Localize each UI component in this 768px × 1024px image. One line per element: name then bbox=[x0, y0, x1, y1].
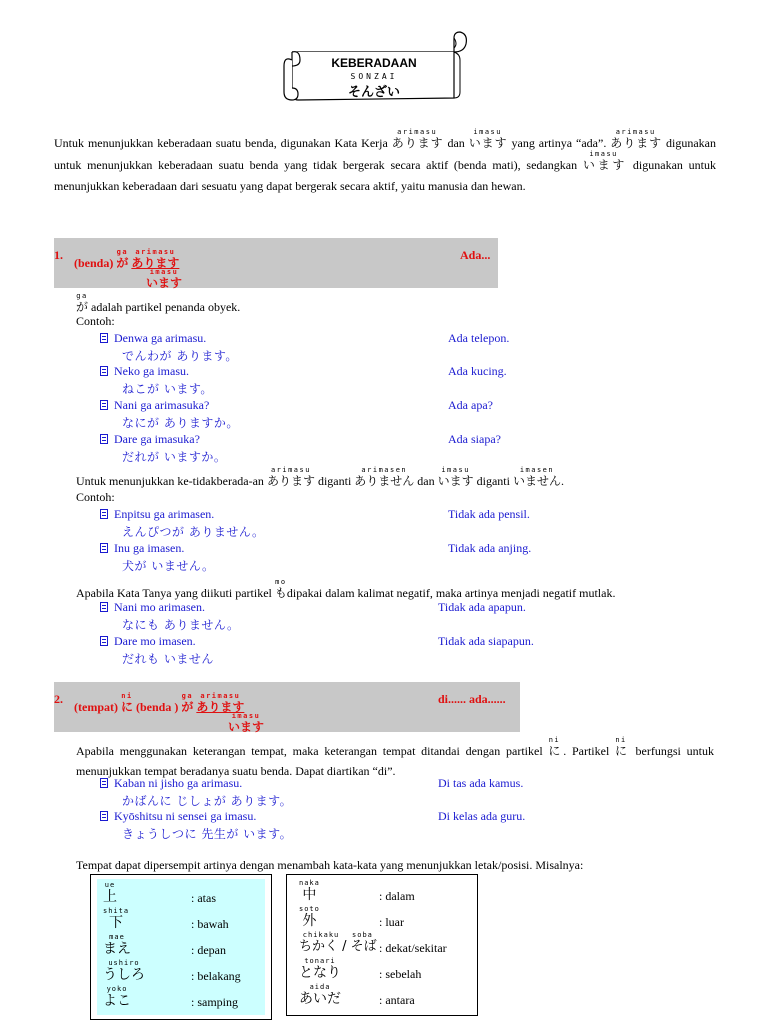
example-row bbox=[100, 331, 206, 346]
note-icon bbox=[100, 811, 108, 821]
position-romaji: yoko bbox=[103, 985, 131, 993]
example-row bbox=[100, 776, 242, 791]
imasu-romaji: imasu bbox=[468, 128, 507, 136]
position-kana: ちかく / そば bbox=[299, 939, 377, 954]
intro-dan: dan bbox=[443, 136, 469, 150]
example-row bbox=[100, 600, 205, 615]
position-kana: あいだ bbox=[299, 991, 341, 1007]
title-romaji: SONZAI bbox=[350, 72, 398, 81]
example-meaning: Tidak ada apapun. bbox=[438, 600, 526, 614]
ni-romaji: ni bbox=[548, 736, 561, 744]
position-meaning: : bawah bbox=[191, 917, 229, 931]
note-icon bbox=[100, 366, 108, 376]
example-meaning: Tidak ada siapapun. bbox=[438, 634, 534, 648]
ni-kana: に bbox=[548, 744, 564, 758]
note-icon bbox=[100, 636, 108, 646]
intro-paragraph bbox=[54, 128, 716, 197]
ga-note-text: adalah partikel penanda obyek. bbox=[91, 300, 241, 314]
position-romaji: ue bbox=[103, 881, 117, 889]
arimasu-kana: あります bbox=[266, 474, 315, 488]
note-icon bbox=[100, 543, 108, 553]
intro-text-1: Untuk menunjukkan keberadaan suatu benda, digunakan Kata Kerja bbox=[54, 136, 392, 150]
example-meaning: Tidak ada pensil. bbox=[448, 507, 530, 521]
ni-note-text-3: berfungsi untuk menunjukkan tempat beradanya suatu benda. Dapat diartikan “di”. bbox=[76, 744, 714, 778]
example-row bbox=[100, 364, 189, 379]
arimasu-romaji: arimasu bbox=[131, 248, 180, 256]
imasu-romaji: imasu bbox=[228, 712, 265, 720]
position-romaji: aida bbox=[299, 983, 341, 991]
example-meaning: Ada telepon. bbox=[448, 331, 510, 345]
example-meaning: Tidak ada anjing. bbox=[448, 541, 532, 555]
example-kana: だれも いません bbox=[122, 652, 214, 666]
section-2-meaning: di...... ada...... bbox=[438, 692, 506, 706]
position-row bbox=[97, 985, 265, 1009]
position-row bbox=[293, 931, 471, 955]
position-romaji: mae bbox=[103, 933, 131, 941]
section-2-mid-text: (benda ) bbox=[136, 700, 179, 714]
ni-romaji: ni bbox=[615, 736, 628, 744]
example-kana: きょうしつに 先生が います。 bbox=[122, 827, 293, 841]
position-romaji: tonari bbox=[299, 957, 341, 965]
example-romaji: Kaban ni jisho ga arimasu. bbox=[114, 776, 243, 790]
example-meaning: Ada apa? bbox=[448, 398, 493, 412]
example-kana: だれが いますか。 bbox=[122, 450, 227, 464]
position-row bbox=[293, 905, 471, 929]
imasu-romaji: imasu bbox=[146, 268, 183, 276]
note-icon bbox=[100, 509, 108, 519]
example-romaji: Dare ga imasuka? bbox=[114, 432, 200, 446]
imasen-kana: いません bbox=[512, 474, 561, 488]
arimasu-romaji: arimasu bbox=[196, 692, 245, 700]
ni-kana: に bbox=[615, 744, 630, 758]
title-kana: そんざい bbox=[347, 85, 400, 100]
contoh-label: Contoh: bbox=[76, 314, 115, 328]
position-kana: 外 bbox=[299, 913, 320, 929]
mo-romaji: mo bbox=[274, 578, 287, 586]
imasu-kana: います bbox=[146, 276, 183, 290]
ni-romaji: ni bbox=[120, 692, 133, 700]
example-romaji: Inu ga imasen. bbox=[114, 541, 185, 555]
position-romaji: soto bbox=[299, 905, 320, 913]
example-kana: でんわが あります。 bbox=[122, 349, 238, 363]
ga-romaji: ga bbox=[76, 292, 88, 300]
position-meaning: : depan bbox=[191, 943, 226, 957]
negation-note bbox=[76, 466, 564, 489]
imasu-kana: います bbox=[468, 136, 508, 150]
section-2-imasu bbox=[228, 712, 264, 735]
title-scroll-banner bbox=[278, 30, 470, 102]
ni-note-text-2: . Partikel bbox=[563, 744, 616, 758]
negation-text: Untuk menunjukkan ke-tidakberada-an bbox=[76, 474, 267, 488]
ga-note bbox=[76, 292, 240, 315]
section-1-imasu bbox=[146, 268, 182, 291]
example-row bbox=[100, 541, 184, 556]
imasu-romaji: imasu bbox=[437, 466, 474, 474]
position-romaji: naka bbox=[299, 879, 320, 887]
position-kana: 中 bbox=[299, 887, 320, 903]
imasen-romaji: imasen bbox=[512, 466, 561, 474]
section-2-number: 2. bbox=[54, 692, 63, 706]
position-row bbox=[293, 879, 471, 903]
ga-kana: が bbox=[116, 256, 129, 270]
example-meaning: Di kelas ada guru. bbox=[438, 809, 526, 823]
imasu-kana: います bbox=[228, 720, 265, 734]
imasu-kana: います bbox=[437, 474, 474, 488]
example-row bbox=[100, 398, 209, 413]
example-kana: えんぴつが ありません。 bbox=[122, 525, 265, 539]
note-icon bbox=[100, 434, 108, 444]
example-kana: かばんに じしょが あります。 bbox=[122, 794, 293, 808]
position-kana: 下 bbox=[103, 915, 130, 931]
intro-text-2: yang artinya “ada”. bbox=[507, 136, 611, 150]
example-kana: 犬が いません。 bbox=[122, 559, 215, 573]
ni-note bbox=[76, 736, 714, 781]
section-2-lead bbox=[74, 692, 244, 715]
section-2-band bbox=[54, 682, 520, 732]
imasu-kana: います bbox=[582, 158, 628, 172]
position-row bbox=[97, 881, 265, 905]
example-row bbox=[100, 432, 200, 447]
arimasu-romaji: arimasu bbox=[610, 128, 662, 136]
arimasu-romaji: arimasu bbox=[266, 466, 315, 474]
mo-kana: も bbox=[274, 586, 287, 600]
position-meaning: : samping bbox=[191, 995, 238, 1009]
diganti-text: diganti bbox=[473, 474, 513, 488]
position-row bbox=[293, 957, 471, 981]
ga-kana: が bbox=[181, 700, 194, 714]
arimasu-kana: あります bbox=[391, 136, 444, 150]
position-row bbox=[97, 933, 265, 957]
dan-text: dan bbox=[414, 474, 438, 488]
position-row bbox=[97, 907, 265, 931]
example-meaning: Di tas ada kamus. bbox=[438, 776, 524, 790]
intro-text-3: digunakan untuk menunjukkan keberadaan suatu benda yang tidak bergerak secara aktif (benda mati), sedangkan bbox=[54, 136, 716, 172]
position-meaning: : belakang bbox=[191, 969, 241, 983]
arimasu-kana: あります bbox=[610, 136, 663, 150]
position-kana: 上 bbox=[103, 889, 117, 905]
position-kana: よこ bbox=[103, 993, 131, 1009]
arimasen-romaji: arimasen bbox=[354, 466, 415, 474]
ga-kana: が bbox=[76, 300, 89, 314]
position-romaji: shita bbox=[103, 907, 130, 915]
example-kana: ねこが います。 bbox=[122, 382, 213, 396]
example-romaji: Nani ga arimasuka? bbox=[114, 398, 210, 412]
example-romaji: Dare mo imasen. bbox=[114, 634, 196, 648]
example-meaning: Ada siapa? bbox=[448, 432, 501, 446]
section-1-number: 1. bbox=[54, 248, 63, 262]
section-1-lead-text: (benda) bbox=[74, 256, 114, 270]
page-title: KEBERADAAN bbox=[331, 56, 417, 70]
mo-note-text-1: Apabila Kata Tanya yang diikuti partikel bbox=[76, 586, 275, 600]
example-romaji: Neko ga imasu. bbox=[114, 364, 189, 378]
positions-box-right bbox=[286, 874, 478, 1016]
ni-kana: に bbox=[120, 700, 133, 714]
example-meaning: Ada kucing. bbox=[448, 364, 507, 378]
example-kana: なにも ありません。 bbox=[122, 618, 240, 632]
arimasu-romaji: arimasu bbox=[391, 128, 443, 136]
position-meaning: : antara bbox=[379, 993, 415, 1007]
positions-box-left bbox=[90, 874, 272, 1020]
position-note: Tempat dapat dipersempit artinya dengan menambah kata-kata yang menunjukkan letak/posisi. Misalnya: bbox=[76, 858, 584, 872]
example-row bbox=[100, 507, 214, 522]
position-kana: まえ bbox=[103, 941, 131, 957]
position-kana: となり bbox=[299, 965, 341, 981]
position-meaning: : luar bbox=[379, 915, 404, 929]
position-row bbox=[97, 959, 265, 983]
arimasen-kana: ありません bbox=[354, 474, 415, 488]
section-2-lead-text: (tempat) bbox=[74, 700, 118, 714]
example-row bbox=[100, 634, 196, 649]
example-kana: なにが ありますか。 bbox=[122, 416, 239, 430]
example-romaji: Kyōshitsu ni sensei ga imasu. bbox=[114, 809, 257, 823]
position-meaning: : atas bbox=[191, 891, 216, 905]
position-meaning: : dalam bbox=[379, 889, 415, 903]
note-icon bbox=[100, 602, 108, 612]
position-meaning: : dekat/sekitar bbox=[379, 941, 447, 955]
example-romaji: Denwa ga arimasu. bbox=[114, 331, 207, 345]
example-romaji: Nani mo arimasen. bbox=[114, 600, 205, 614]
mo-note bbox=[76, 578, 615, 601]
position-romaji: chikaku soba bbox=[299, 931, 377, 939]
position-row bbox=[293, 983, 471, 1007]
contoh-label: Contoh: bbox=[76, 490, 115, 504]
diganti-text: diganti bbox=[314, 474, 355, 488]
note-icon bbox=[100, 400, 108, 410]
position-kana: うしろ bbox=[103, 967, 145, 983]
position-meaning: : sebelah bbox=[379, 967, 422, 981]
imasu-romaji: imasu bbox=[582, 150, 625, 158]
note-icon bbox=[100, 333, 108, 343]
ni-note-text-1: Apabila menggunakan keterangan tempat, maka keterangan tempat ditandai dengan partikel bbox=[76, 744, 549, 758]
period: . bbox=[560, 474, 564, 488]
ga-romaji: ga bbox=[116, 248, 129, 256]
position-romaji: ushiro bbox=[103, 959, 145, 967]
example-romaji: Enpitsu ga arimasen. bbox=[114, 507, 215, 521]
intro-text-4: digunakan untuk menunjukkan keberadaan dari sesuatu yang dapat bergerak secara aktif, yaitu manusia dan hewan. bbox=[54, 158, 716, 193]
arimasu-kana: あります bbox=[131, 256, 180, 270]
section-1-meaning: Ada... bbox=[460, 248, 491, 262]
note-icon bbox=[100, 778, 108, 788]
mo-note-text-2: dipakai dalam kalimat negatif, maka artinya menjadi negatif mutlak. bbox=[286, 586, 616, 600]
section-1-band bbox=[54, 238, 498, 288]
example-row bbox=[100, 809, 256, 824]
ga-romaji: ga bbox=[181, 692, 194, 700]
arimasu-kana: あります bbox=[196, 700, 245, 714]
